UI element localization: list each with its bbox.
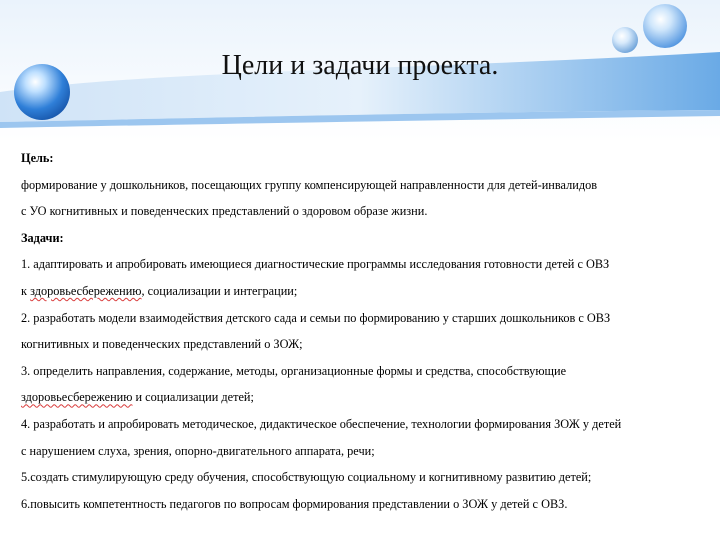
spellcheck-flagged-word: здоровьесбережению bbox=[21, 390, 133, 405]
text-fragment: , социализации и интеграции; bbox=[141, 283, 298, 298]
tasks-heading: Задачи: bbox=[21, 230, 64, 245]
task-4-line: 4. разработать и апробировать методическое, дидактическое обеспечение, технологии формирования ЗОЖ у детей bbox=[21, 416, 622, 431]
goal-heading: Цель: bbox=[21, 151, 54, 165]
task-2-line: когнитивных и поведенческих представлений о ЗОЖ; bbox=[21, 337, 303, 352]
text-fragment: к bbox=[21, 283, 31, 298]
task-4-line: с нарушением слуха, зрения, опорно-двигательного аппарата, речи; bbox=[21, 443, 375, 458]
spellcheck-flagged-word: здоровьесбережению bbox=[30, 283, 142, 298]
task-1-line bbox=[21, 278, 717, 305]
task-3-line: 3. определить направления, содержание, методы, организационные формы и средства, способствующие bbox=[21, 363, 567, 378]
slide-title: Цели и задачи проекта. bbox=[221, 50, 499, 81]
task-2-line: 2. разработать модели взаимодействия детского сада и семьи по формированию у старших дошкольников с ОВЗ bbox=[21, 310, 611, 325]
medium-sphere-ornament bbox=[643, 4, 687, 48]
task-5-line: 5.создать стимулирующую среду обучения, способствующую социальному и когнитивному развитию детей; bbox=[21, 470, 592, 485]
task-1-line: 1. адаптировать и апробировать имеющиеся диагностические программы исследования готовности детей с ОВЗ bbox=[21, 257, 610, 272]
task-3-line bbox=[21, 384, 717, 411]
slide-body bbox=[21, 145, 717, 517]
text-fragment: и социализации детей; bbox=[132, 390, 254, 405]
goal-line: формирование у дошкольников, посещающих группу компенсирующей направленности для детей-инвалидов bbox=[21, 177, 598, 192]
task-6-line: 6.повысить компетентность педагогов по вопросам формирования представлении о ЗОЖ у детей с ОВЗ. bbox=[21, 496, 568, 511]
goal-line: с УО когнитивных и поведенческих представлений о здоровом образе жизни. bbox=[21, 204, 428, 219]
